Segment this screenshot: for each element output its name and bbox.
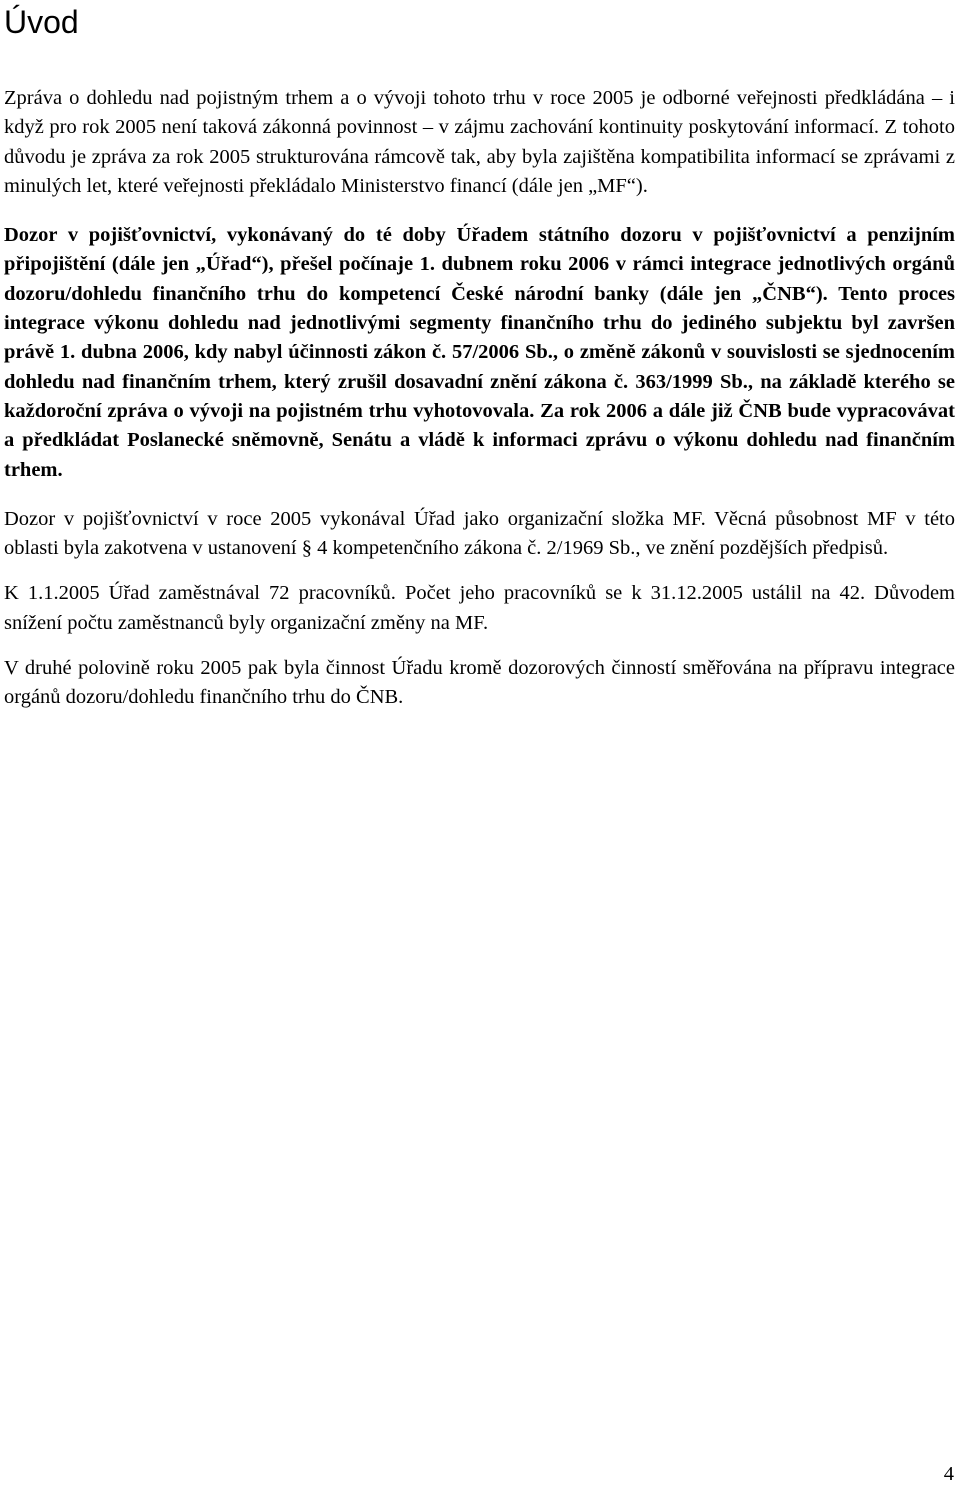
supervision-2005-paragraph: Dozor v pojišťovnictví v roce 2005 vykonával Úřad jako organizační složka MF. Věcná působnost MF v této oblasti byla zakotvena v ustanovení § 4 kompetenčního zákona č. 2/1969 Sb., ve znění pozdějších předpisů. [4, 507, 955, 560]
document-body [4, 84, 955, 729]
section-heading: Úvod [4, 4, 79, 40]
staffing-paragraph: K 1.1.2005 Úřad zaměstnával 72 pracovníků. Počet jeho pracovníků se k 31.12.2005 ustálil na 42. Důvodem snížení počtu zaměstnanců byly organizační změny na MF. [4, 582, 955, 634]
integration-paragraph: V druhé polovině roku 2005 pak byla činnost Úřadu kromě dozorových činností směřována na přípravu integrace orgánů dozoru/dohledu finančního trhu do ČNB. [4, 657, 955, 709]
supervision-transfer-paragraph: Dozor v pojišťovnictví, vykonávaný do té doby Úřadem státního dozoru v pojišťovnictví a penzijním připojištění (dále jen „Úřad“), přešel počínaje 1. dubnem roku 2006 v rámci integrace jednotlivých orgánů dozoru/dohledu finančního trhu do kompetencí České národní banky (dále jen „ČNB“). Tento proces integrace výkonu dohledu nad jednotlivými segmenty finančního trhu do jediného subjektu byl završen právě 1. dubna 2006, kdy nabyl účinnosti zákon č. 57/2006 Sb., o změně zákonů v souvislosti se sjednocením dohledu nad finančním trhem, který zrušil dosavadní znění zákona č. 363/1999 Sb., na základě kterého se každoroční zpráva o vývoji na pojistném trhu vyhotovovala. Za rok 2006 a dále již ČNB bude vypracovávat a předkládat Poslanecké sněmovně, Senátu a vládě k informaci zprávu o výkonu dohledu nad finančním trhem. [4, 224, 955, 481]
page-number: 4 [943, 1463, 954, 1485]
intro-paragraph: Zpráva o dohledu nad pojistným trhem a o vývoji tohoto trhu v roce 2005 je odborné veřejnosti předkládána – i když pro rok 2005 není taková zákonná povinnost – v zájmu zachování kontinuity poskytování informací. Z tohoto důvodu je zpráva za rok 2005 strukturována rámcově tak, aby byla zajištěna kompatibilita informací se zprávami z minulých let, které veřejnosti překládalo Ministerstvo financí (dále jen „MF“). [4, 87, 955, 197]
